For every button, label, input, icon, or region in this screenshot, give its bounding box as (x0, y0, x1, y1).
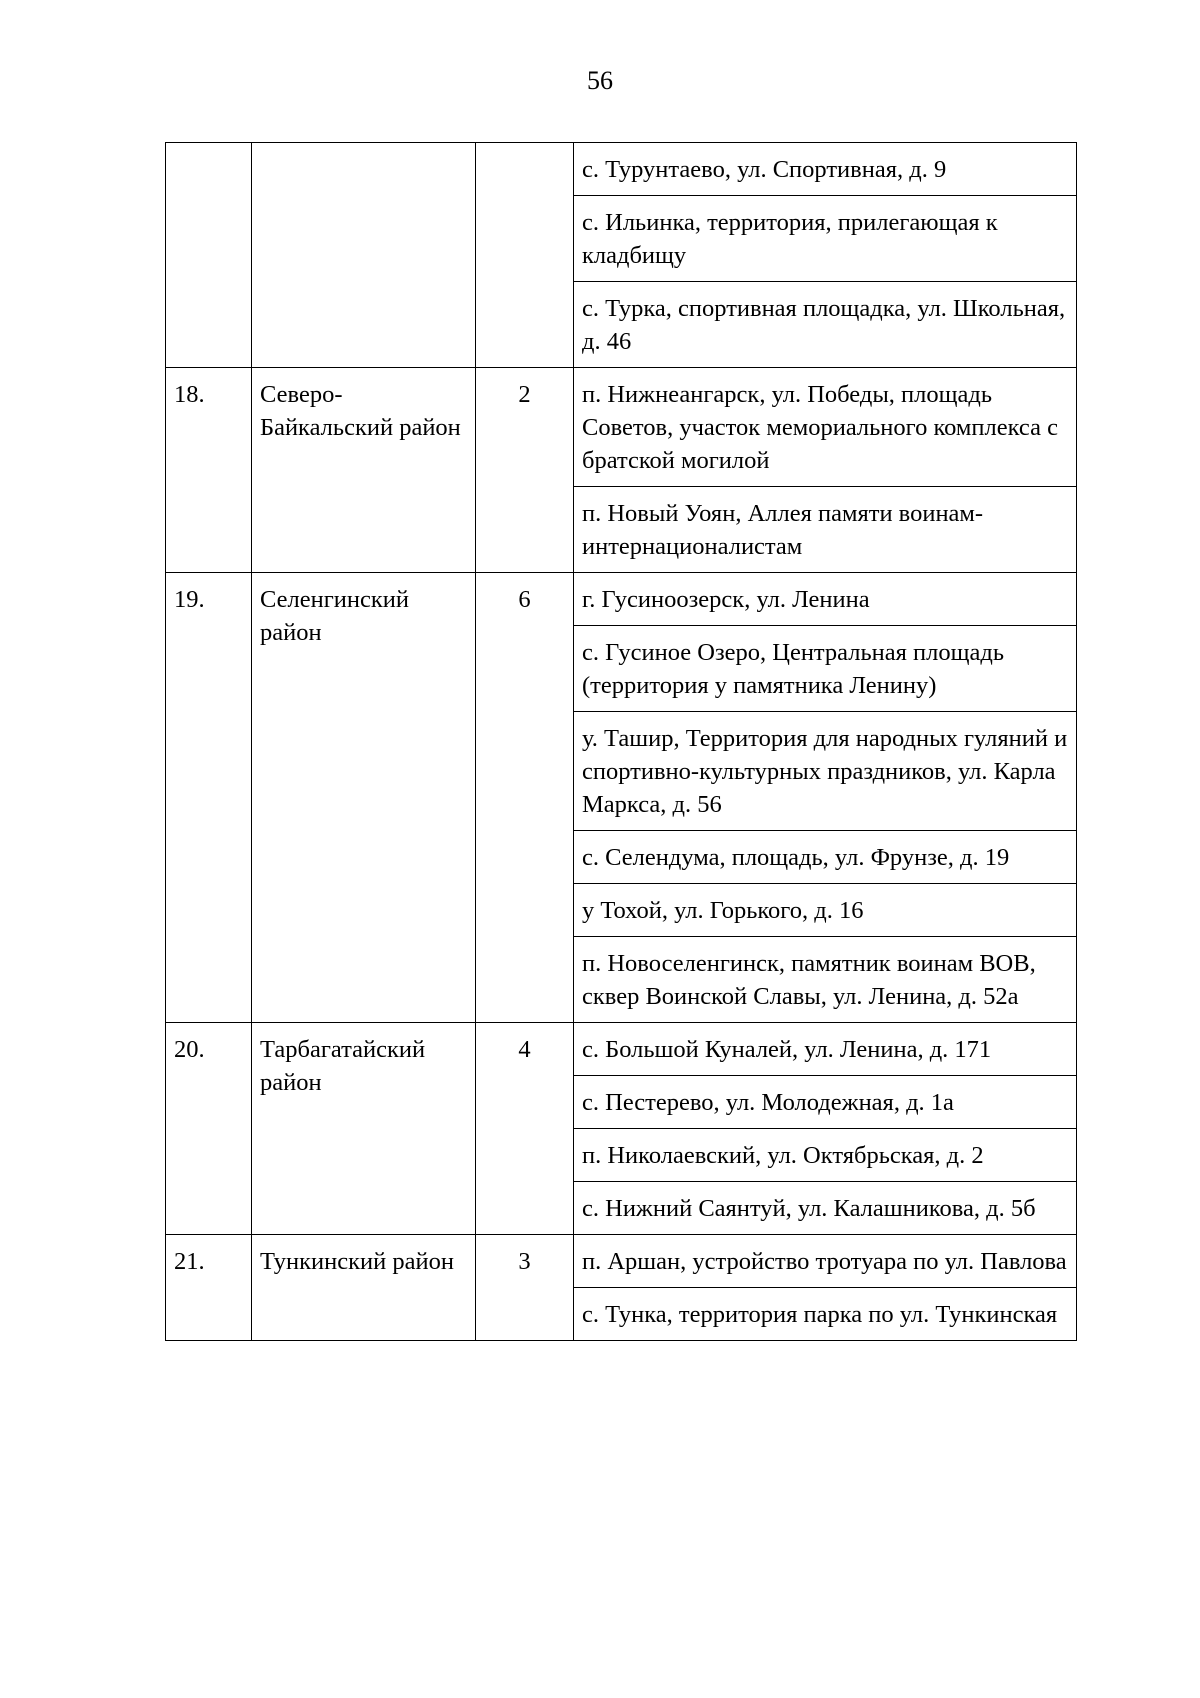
district-name-cell: Селенгинский район (252, 573, 476, 1023)
row-number-cell: 19. (166, 573, 252, 1023)
address-cell: г. Гусиноозерск, ул. Ленина (574, 573, 1077, 626)
address-cell: с. Пестерево, ул. Молодежная, д. 1а (574, 1076, 1077, 1129)
address-cell: п. Новый Уоян, Аллея памяти воинам-интернационалистам (574, 487, 1077, 573)
address-cell: п. Нижнеангарск, ул. Победы, площадь Советов, участок мемориального комплекса с братской могилой (574, 368, 1077, 487)
address-cell: п. Аршан, устройство тротуара по ул. Павлова (574, 1235, 1077, 1288)
address-cell: с. Нижний Саянтуй, ул. Калашникова, д. 5б (574, 1182, 1077, 1235)
address-cell: с. Тунка, территория парка по ул. Тункинская (574, 1288, 1077, 1341)
address-cell: с. Турка, спортивная площадка, ул. Школьная, д. 46 (574, 282, 1077, 368)
table-row (166, 1235, 1077, 1288)
row-number-cell: 21. (166, 1235, 252, 1341)
address-cell: с. Большой Куналей, ул. Ленина, д. 171 (574, 1023, 1077, 1076)
location-count-cell: 4 (476, 1023, 574, 1235)
location-count-cell: 6 (476, 573, 574, 1023)
location-count-cell (476, 143, 574, 368)
table-row (166, 143, 1077, 196)
district-name-cell: Северо-Байкальский район (252, 368, 476, 573)
address-cell: с. Ильинка, территория, прилегающая к кладбищу (574, 196, 1077, 282)
location-count-cell: 3 (476, 1235, 574, 1341)
table-row (166, 573, 1077, 626)
table-row (166, 1023, 1077, 1076)
districts-table (165, 142, 1077, 1341)
district-name-cell: Тункинский район (252, 1235, 476, 1341)
address-cell: п. Новоселенгинск, памятник воинам ВОВ, сквер Воинской Славы, ул. Ленина, д. 52а (574, 937, 1077, 1023)
address-cell: у Тохой, ул. Горького, д. 16 (574, 884, 1077, 937)
address-cell: у. Ташир, Территория для народных гуляний и спортивно-культурных праздников, ул. Карла Маркса, д. 56 (574, 712, 1077, 831)
table-row (166, 368, 1077, 487)
row-number-cell: 18. (166, 368, 252, 573)
address-cell: с. Селендума, площадь, ул. Фрунзе, д. 19 (574, 831, 1077, 884)
page-number: 56 (587, 66, 613, 95)
address-cell: п. Николаевский, ул. Октябрьская, д. 2 (574, 1129, 1077, 1182)
district-name-cell (252, 143, 476, 368)
row-number-cell (166, 143, 252, 368)
address-cell: с. Гусиное Озеро, Центральная площадь (территория у памятника Ленину) (574, 626, 1077, 712)
location-count-cell: 2 (476, 368, 574, 573)
district-name-cell: Тарбагатайский район (252, 1023, 476, 1235)
table-body (166, 143, 1077, 1341)
row-number-cell: 20. (166, 1023, 252, 1235)
address-cell: с. Турунтаево, ул. Спортивная, д. 9 (574, 143, 1077, 196)
